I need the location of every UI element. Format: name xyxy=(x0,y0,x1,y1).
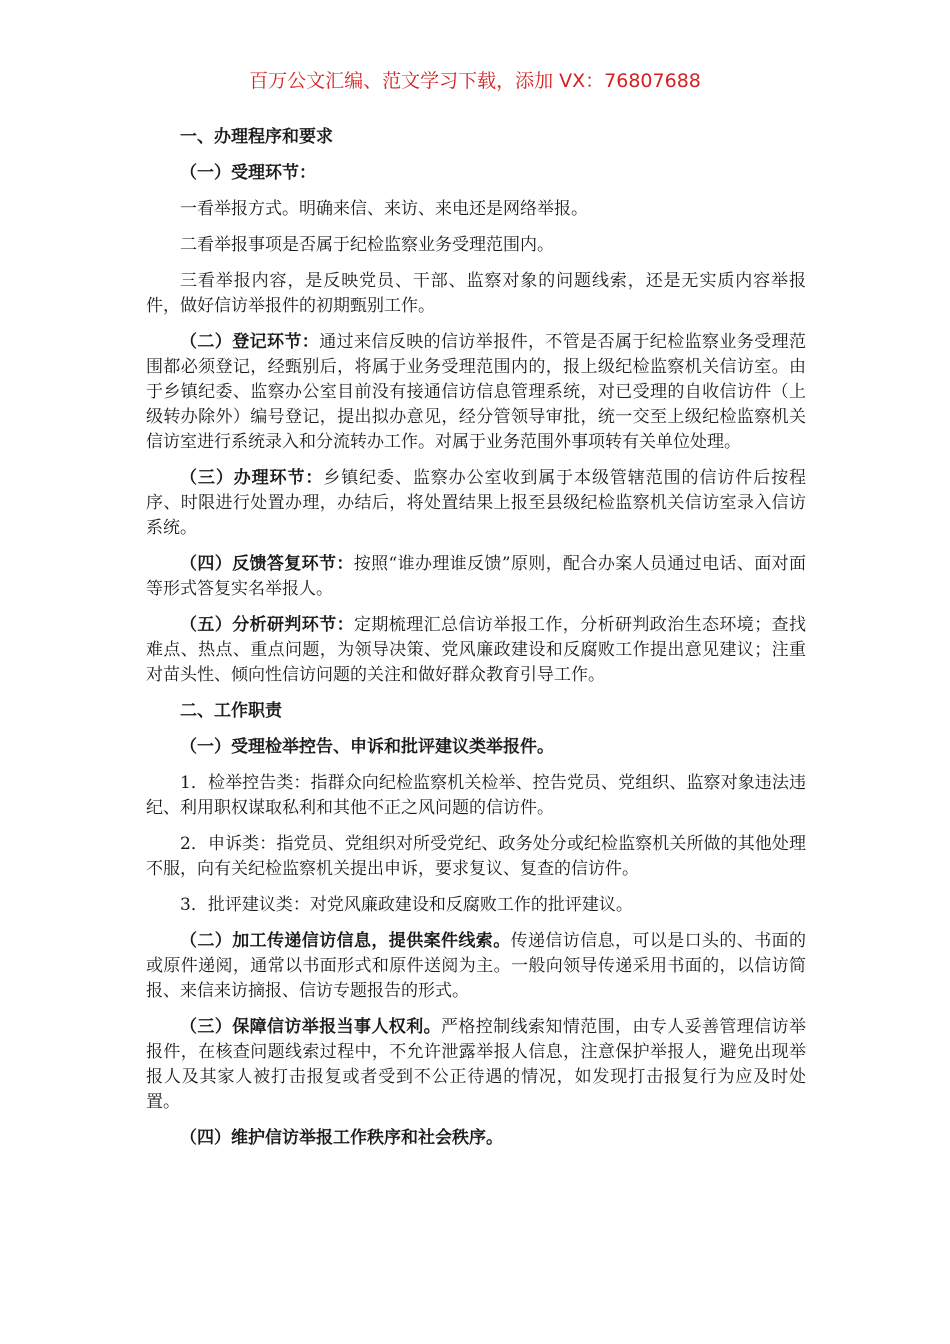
section1-sub5 xyxy=(146,613,806,688)
watermark-header: 百万公文汇编、范文学习下载，添加 VX：76807688 xyxy=(249,70,701,92)
section1-line1: 一看举报方式。明确来信、来访、来电还是网络举报。 xyxy=(180,199,588,219)
section1-line3: 三看举报内容，是反映党员、干部、监察对象的问题线索，还是无实质内容举报件，做好信访举报件的初期甄别工作。 xyxy=(146,271,806,316)
section1-sub3 xyxy=(146,466,806,541)
section2-title: 二、工作职责 xyxy=(180,701,282,721)
section1-sub4-label: （四）反馈答复环节： xyxy=(180,554,354,574)
section2-sub3-text: 严格控制线索知情范围，由专人妥善管理信访举报件，在核查问题线索过程中，不允许泄露举报人信息，注意保护举报人，避免出现举报人及其家人被打击报复或者受到不公正待遇的情况，如发现打击报复行为应及时处置。 xyxy=(146,1017,806,1112)
section2-sub2-text: 传递信访信息，可以是口头的、书面的或原件递阅，通常以书面形式和原件送阅为主。一般向领导传递采用书面的，以信访简报、来信来访摘报、信访专题报告的形式。 xyxy=(146,931,807,1001)
section2-item2: 2．申诉类：指党员、党组织对所受党纪、政务处分或纪检监察机关所做的其他处理不服，向有关纪检监察机关提出申诉，要求复议、复查的信访件。 xyxy=(146,834,806,879)
section2-sub3-label: （三）保障信访举报当事人权利。 xyxy=(180,1017,441,1037)
section1-sub2-label: （二）登记环节： xyxy=(180,332,320,352)
section1-sub2 xyxy=(146,330,806,455)
section2-sub1-title: （一）受理检举控告、申诉和批评建议类举报件。 xyxy=(180,737,554,757)
section2-sub3 xyxy=(146,1015,806,1115)
section2-sub2-label: （二）加工传递信访信息，提供案件线索。 xyxy=(180,931,511,951)
section1-line2: 二看举报事项是否属于纪检监察业务受理范围内。 xyxy=(180,235,554,255)
section1-sub1-title: （一）受理环节： xyxy=(180,163,316,183)
section2-item3: 3．批评建议类：对党风廉政建设和反腐败工作的批评建议。 xyxy=(180,895,633,915)
section2-sub2 xyxy=(146,929,806,1004)
section2-item1: 1．检举控告类：指群众向纪检监察机关检举、控告党员、党组织、监察对象违法违纪、利用职权谋取私利和其他不正之风问题的信访件。 xyxy=(146,773,806,818)
section2-sub4-title: （四）维护信访举报工作秩序和社会秩序。 xyxy=(180,1128,503,1148)
section1-sub4-text: 按照“谁办理谁反馈”原则，配合办案人员通过电话、面对面等形式答复实名举报人。 xyxy=(146,554,806,599)
section1-sub3-text: 乡镇纪委、监察办公室收到属于本级管辖范围的信访件后按程序、时限进行处置办理，办结后，将处置结果上报至县级纪检监察机关信访室录入信访系统。 xyxy=(146,468,807,538)
section1-sub2-text: 通过来信反映的信访举报件，不管是否属于纪检监察业务受理范围都必须登记，经甄别后，将属于业务受理范围内的，报上级纪检监察机关信访室。由于乡镇纪委、监察办公室目前没有接通信访信息管理系统，对已受理的自收信访件（上级转办除外）编号登记，提出拟办意见，经分管领导审批，统一交至上级纪检监察机关信访室进行系统录入和分流转办工作。对属于业务范围外事项转有关单位处理。 xyxy=(146,332,807,452)
section1-sub3-label: （三）办理环节： xyxy=(180,468,324,488)
section1-title: 一、办理程序和要求 xyxy=(180,127,333,147)
section1-sub5-text: 定期梳理汇总信访举报工作，分析研判政治生态环境；查找难点、热点、重点问题，为领导决策、党风廉政建设和反腐败工作提出意见建议；注重对苗头性、倾向性信访问题的关注和做好群众教育引导工作。 xyxy=(146,615,806,685)
document-body xyxy=(146,125,806,1162)
section1-sub4 xyxy=(146,552,806,602)
section1-sub5-label: （五）分析研判环节： xyxy=(180,615,354,635)
